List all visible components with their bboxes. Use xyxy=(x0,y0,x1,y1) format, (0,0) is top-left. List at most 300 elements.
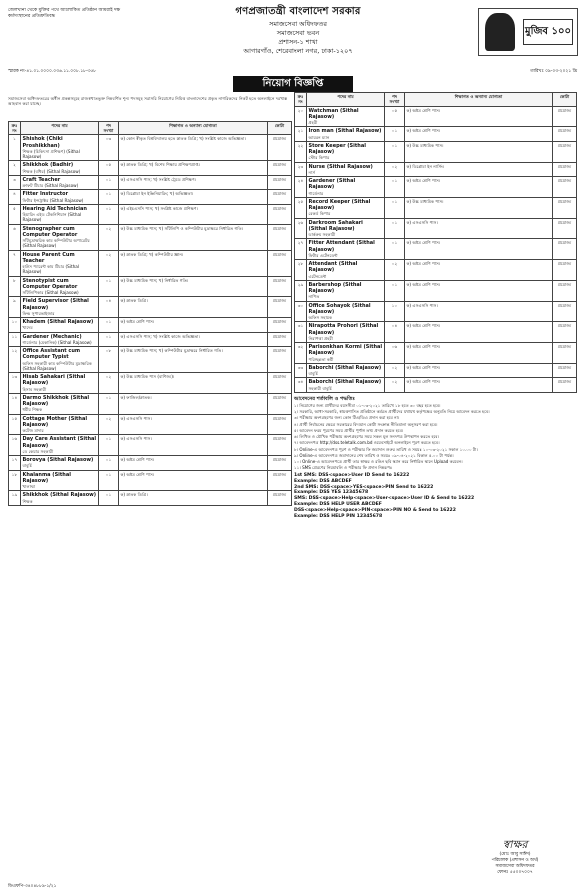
row-quota: প্রযোজ্য xyxy=(268,470,292,491)
row-qualification: ক) অষ্টম শ্রেণি পাস। xyxy=(119,318,268,333)
address-line: আগারগাঁও, শেরেবাংলা নগর, ঢাকা-১২০৭ xyxy=(243,46,353,55)
row-quota: প্রযোজ্য xyxy=(553,343,577,364)
table-row xyxy=(9,332,292,347)
row-post xyxy=(307,106,385,127)
row-quota: প্রযোজ্য xyxy=(268,276,292,297)
row-serial: ৩১ xyxy=(295,322,307,343)
table-row xyxy=(295,127,577,142)
row-serial: ২৮ xyxy=(295,260,307,281)
row-post xyxy=(21,135,99,161)
row-qualification: ক) উচ্চ মাধ্যমিক পাস। xyxy=(405,141,553,162)
table-row xyxy=(295,106,577,127)
ministry-title: সমাজসেবা অধিদফতর xyxy=(269,19,327,28)
row-count: ০১ xyxy=(99,175,119,190)
row-count: ০২ xyxy=(99,250,119,276)
row-quota: প্রযোজ্য xyxy=(268,135,292,161)
post-title: Nirapotta Prohori (Sithal Rajasow) xyxy=(308,323,379,336)
rule-item: ৫। আবেদন ফরম পূরণের সময় প্রার্থীর পূর্ণাঙ্গ তথ্য প্রদান করতে হবে। xyxy=(294,427,404,433)
post-title: Hearing Aid Technician xyxy=(22,205,87,212)
row-count: ০১ xyxy=(99,393,119,414)
table-row xyxy=(9,204,292,224)
post-title: Gardener (Sithal Rajasow) xyxy=(308,178,356,191)
row-qualification: ক) ফাজিল/স্নাতক। xyxy=(119,393,268,414)
table-row xyxy=(295,322,577,343)
row-qualification: ক) অষ্টম শ্রেণি পাস। xyxy=(119,470,268,491)
sms-line: DSS<space>Help<space>PIN<space>PIN NO & Send to 16222 xyxy=(294,508,456,514)
row-post xyxy=(21,175,99,190)
row-serial: ১১ xyxy=(9,332,21,347)
post-title: Attendant (Sithal Rajasow) xyxy=(308,261,358,274)
row-quota: প্রযোজ্য xyxy=(268,491,292,506)
post-subtitle: অফিস সহকারী কাম কম্পিউটার মুদ্রাক্ষরিক (Sithal Rajasow) xyxy=(22,360,92,371)
row-post xyxy=(21,456,99,471)
post-subtitle: নার্স xyxy=(308,169,315,175)
signatory-designation: পরিচালক (প্রশাসন ও অর্থ) xyxy=(491,857,539,863)
table-row xyxy=(9,393,292,414)
table-row xyxy=(295,162,577,177)
post-title: Barbershop (Sithal Rajasow) xyxy=(308,281,362,294)
row-serial: ২০ xyxy=(295,106,307,127)
signature-scrawl: স্বাক্ষর xyxy=(502,838,528,851)
left-column xyxy=(8,92,292,506)
row-quota: প্রযোজ্য xyxy=(553,177,577,198)
row-quota: প্রযোজ্য xyxy=(553,162,577,177)
row-qualification: ক) উচ্চ মাধ্যমিক পাস (বাণিজ্য)। xyxy=(119,373,268,394)
signatory-org: সমাজসেবা অধিদফতর xyxy=(495,863,535,869)
post-title: Khalanma (Sithal Rajasow) xyxy=(22,471,71,484)
row-serial: ২৩ xyxy=(295,162,307,177)
title-block xyxy=(158,6,438,55)
row-serial: ২৪ xyxy=(295,177,307,198)
row-count: ০২ xyxy=(99,224,119,250)
row-qualification: ক) অষ্টম শ্রেণি পাস। xyxy=(405,106,553,127)
row-post xyxy=(307,239,385,260)
row-quota: প্রযোজ্য xyxy=(268,435,292,456)
signature-block xyxy=(455,838,575,876)
post-subtitle: নিরাপত্তা প্রহরী xyxy=(308,335,333,341)
rule-item: ৩। পরীক্ষায় অংশগ্রহণের জন্য কোন টিএ/ডিএ প্রদান করা হবে না। xyxy=(294,415,400,421)
building-title: সমাজসেবা ভবন xyxy=(276,28,320,37)
row-serial: ২৬ xyxy=(295,218,307,239)
post-title: Darmo Shikkhok (Sithal Rajasow) xyxy=(22,394,90,408)
rules-title: আবেদনের শর্তাবলি ও পদ্ধতিঃ xyxy=(294,395,355,402)
row-qualification: ক) অষ্টম শ্রেণি পাস। xyxy=(405,343,553,364)
row-post xyxy=(21,276,99,297)
post-subtitle: আয়রন ম্যান xyxy=(308,134,330,140)
row-serial: ৩৩ xyxy=(295,363,307,378)
row-count: ০১ xyxy=(99,456,119,471)
row-count: ০১ xyxy=(385,177,405,198)
header-quota: কোটা xyxy=(268,121,292,135)
row-qualification: ক) এসএসসি পাস। xyxy=(405,218,553,239)
row-qualification: ক) এইচএসসি পাস; খ) সংশ্লিষ্ট কাজে প্রশিক্ষণ। xyxy=(119,204,268,224)
portrait-image xyxy=(485,13,515,51)
post-title: Shikkhok (Badhir) xyxy=(22,162,74,169)
row-count: ০৫ xyxy=(99,161,119,176)
row-quota: প্রযোজ্য xyxy=(268,204,292,224)
right-column xyxy=(294,92,577,520)
row-post xyxy=(307,378,385,393)
signatory-phone: ফোনঃ ৫৫০০৭০০৭ xyxy=(497,869,533,875)
row-quota: প্রযোজ্য xyxy=(268,161,292,176)
row-quota: প্রযোজ্য xyxy=(268,190,292,205)
signatory-name: (মোঃ আবু সাঈদ) xyxy=(499,852,531,857)
row-post xyxy=(21,318,99,333)
post-title: Khadem (Sithal Rajasow) xyxy=(22,319,94,326)
rule-item: ১০। Online-এ আবেদনপত্রে প্রার্থী তার স্বাক্ষর ও রঙিন ছবি স্ক্যান করে নির্ধারিত স্থানে Upload করবেন। xyxy=(294,459,463,465)
row-count: ০১ xyxy=(385,280,405,301)
table-row xyxy=(9,414,292,435)
row-count: ০১ xyxy=(99,276,119,297)
post-subtitle: শিক্ষক (বধির) (Sithal Rajasow) xyxy=(22,168,81,174)
post-title: Office Sohayok (Sithal Rajasow) xyxy=(308,302,371,315)
posts-table-right-body xyxy=(295,106,577,392)
row-serial: ৪ xyxy=(9,190,21,205)
row-quota: প্রযোজ্য xyxy=(268,414,292,435)
row-post xyxy=(21,347,99,373)
header-post: পদের নাম xyxy=(307,93,385,107)
post-subtitle: রেকর্ড কিপার xyxy=(308,211,331,217)
row-quota: প্রযোজ্য xyxy=(553,322,577,343)
table-row xyxy=(9,435,292,456)
branch-title: প্রশাসন-১ শাখা xyxy=(278,37,318,46)
table-row xyxy=(9,470,292,491)
post-subtitle: বাবুর্চি xyxy=(22,463,32,469)
row-post xyxy=(21,332,99,347)
row-qualification: ক) এসএসসি পাস। xyxy=(119,414,268,435)
row-qualification: ক) অষ্টম শ্রেণি পাস। xyxy=(405,260,553,281)
row-post xyxy=(307,343,385,364)
sms-line: Example: DSS HELP PIN 12345678 xyxy=(294,514,383,520)
row-qualification: ক) অষ্টম শ্রেণি পাস। xyxy=(405,177,553,198)
row-count: ০১ xyxy=(385,141,405,162)
rule-item: ৬। লিখিত ও মৌখিক পরীক্ষায় অংশগ্রহণের সময় সকল মূল সনদপত্র উপস্থাপন করতে হবে। xyxy=(294,434,440,440)
row-serial: ৬ xyxy=(9,224,21,250)
sms-line: Example: DSS HELP USER ABCDEF xyxy=(294,502,382,508)
row-count: ০২ xyxy=(99,373,119,394)
memo-number: স্মারক নং-৪১.০১.০০০০.০৩৬.১১.০০৮.১৮-৩৫৮ xyxy=(8,69,97,74)
row-serial: ১ xyxy=(9,135,21,161)
post-subtitle: ফিটার ইন্সট্রাক্টর (Sithal Rajasow) xyxy=(22,197,84,203)
row-count: ০২ xyxy=(385,363,405,378)
rule-item: ১১। SMS প্রেরণের নিয়মাবলি ও পরীক্ষার ফি প্রদান নিম্নরূপঃ xyxy=(294,465,393,471)
sms-line: Example: DSS ABCDEF xyxy=(294,478,352,484)
row-qualification: ক) উচ্চ মাধ্যমিক পাস; খ) নির্ধারিত গতি। xyxy=(119,276,268,297)
row-post xyxy=(21,250,99,276)
post-title: Shikkhok (Sithal Rajasow) xyxy=(22,492,97,499)
table-header-row xyxy=(295,93,577,107)
sms-line: 1st SMS: DSS<space>User ID Send to 16222 xyxy=(294,472,410,478)
row-qualification: ক) অষ্টম শ্রেণি পাস। xyxy=(405,127,553,142)
row-post xyxy=(307,363,385,378)
post-title: Stenotypist cum Computer Operator xyxy=(22,277,78,290)
row-count: ০১ xyxy=(99,190,119,205)
header-post: পদের নাম xyxy=(21,121,99,135)
row-post xyxy=(307,177,385,198)
mujib-100-logo xyxy=(478,8,578,56)
row-serial: ১৮ xyxy=(9,470,21,491)
table-row xyxy=(295,218,577,239)
post-title: Borovya (Sithal Rajasow) xyxy=(22,457,94,464)
row-serial: ২৯ xyxy=(295,280,307,301)
post-subtitle: অফিস সহায়ক xyxy=(308,315,333,320)
row-qualification: ক) অষ্টম শ্রেণি পাস। xyxy=(119,456,268,471)
row-serial: ১৭ xyxy=(9,456,21,471)
row-post xyxy=(307,301,385,322)
row-count: ০৮ xyxy=(99,347,119,373)
row-post xyxy=(21,161,99,176)
row-count: ০৪ xyxy=(385,322,405,343)
post-title: Cottage Mother (Sithal Rajasow) xyxy=(22,415,88,428)
row-count: ০১ xyxy=(385,197,405,218)
row-post xyxy=(307,260,385,281)
row-qualification: ক) অষ্টম শ্রেণি পাস। xyxy=(405,239,553,260)
post-subtitle: ফিটার এটেনডেন্ট xyxy=(308,252,338,258)
row-qualification: ক) অষ্টম শ্রেণি পাস। xyxy=(405,378,553,393)
row-post xyxy=(307,218,385,239)
table-row xyxy=(9,276,292,297)
row-serial: ৩২ xyxy=(295,343,307,364)
row-serial: ১২ xyxy=(9,347,21,373)
post-title: Field Supervisor (Sithal Rajasow) xyxy=(22,298,89,311)
table-row xyxy=(295,378,577,393)
post-subtitle: খাদেম xyxy=(22,325,33,331)
post-title: Store Keeper (Sithal Rajasow) xyxy=(308,142,366,155)
row-serial: ১৪ xyxy=(9,393,21,414)
row-count: ০২ xyxy=(99,414,119,435)
post-title: House Parent Cum Teacher xyxy=(22,251,75,264)
row-count: ০১ xyxy=(99,318,119,333)
header-count: পদ সংখ্যা xyxy=(385,93,405,107)
row-serial: ১০ xyxy=(9,318,21,333)
row-quota: প্রযোজ্য xyxy=(268,373,292,394)
post-subtitle: সহকারী বাবুর্চি xyxy=(308,385,332,391)
row-quota: প্রযোজ্য xyxy=(553,301,577,322)
row-qualification: ক) কোন স্বীকৃত বিশ্ববিদ্যালয় হতে স্নাতক ডিগ্রি; খ) সংশ্লিষ্ট কাজে অভিজ্ঞতা। xyxy=(119,135,268,161)
row-count: ১০ xyxy=(385,301,405,322)
row-serial: ১৫ xyxy=(9,414,21,435)
table-row xyxy=(9,190,292,205)
post-subtitle: ডে কেয়ার সহকারী xyxy=(22,448,54,454)
row-count: ০৬ xyxy=(385,343,405,364)
row-post xyxy=(307,141,385,162)
row-quota: প্রযোজ্য xyxy=(553,197,577,218)
rules-list xyxy=(294,403,577,471)
post-title: Shishok (Chiki Proshikkhan) xyxy=(22,136,63,149)
rule-item: ৮। Online-এ আবেদনপত্র পূরণ ও পরীক্ষার ফি জমাদান শুরুর তারিখ ও সময়ঃ ১০-০৩-২০২১ সকাল ১০.০০ টা। xyxy=(294,446,478,452)
row-post xyxy=(307,322,385,343)
row-post xyxy=(21,204,99,224)
row-serial: ৫ xyxy=(9,204,21,224)
row-post xyxy=(307,280,385,301)
post-title: Baborchi (Sithal Rajasow) xyxy=(308,379,382,386)
table-row xyxy=(295,260,577,281)
table-row xyxy=(9,224,292,250)
table-row xyxy=(9,318,292,333)
table-row xyxy=(295,239,577,260)
row-qualification: ক) এসএসসি পাস। xyxy=(405,301,553,322)
row-serial: ৭ xyxy=(9,250,21,276)
header-sl: ক্রঃ নং xyxy=(9,121,21,135)
table-row xyxy=(295,363,577,378)
rule-item: ৪। প্রার্থী নির্বাচনের ক্ষেত্রে সরকারের বিদ্যমান কোটা সংক্রান্ত নীতিমালা অনুসরণ করা হবে। xyxy=(294,421,438,427)
row-qualification: ক) উচ্চ মাধ্যমিক পাস; খ) সাঁটলিপি ও কম্পিউটার মুদ্রাক্ষরে নির্ধারিত গতি। xyxy=(119,224,268,250)
dfp-number: ডিএফপি-৩৪০৪৮৮৯-১/২১ xyxy=(8,884,57,889)
row-count: ০১ xyxy=(385,218,405,239)
post-title: Nurse (Sithal Rajasow) xyxy=(308,163,373,170)
row-count: ০১ xyxy=(99,332,119,347)
row-post xyxy=(21,297,99,318)
table-row xyxy=(9,250,292,276)
row-post xyxy=(307,197,385,218)
post-subtitle: ধর্মীয় শিক্ষক xyxy=(22,407,43,413)
row-post xyxy=(21,435,99,456)
row-count: ০১ xyxy=(385,127,405,142)
row-serial: ১৬ xyxy=(9,435,21,456)
header-qualification: শিক্ষাগত ও অন্যান্য যোগ্যতা xyxy=(119,121,268,135)
row-quota: প্রযোজ্য xyxy=(268,224,292,250)
row-serial: ২২ xyxy=(295,141,307,162)
row-qualification: ক) স্নাতক ডিগ্রি; খ) কম্পিউটার জ্ঞান। xyxy=(119,250,268,276)
row-count: ০৫ xyxy=(385,106,405,127)
row-quota: প্রযোজ্য xyxy=(268,393,292,414)
row-qualification: ক) অষ্টম শ্রেণি পাস। xyxy=(405,363,553,378)
motto-text: জেলখানা থেকে মুক্তির পথে আলোকিত প্রতিষ্ঠান আমরাই দক্ষ কর্মসংস্থানের প্রতিশ্রুতিবদ্ধ xyxy=(8,8,121,20)
row-quota: প্রযোজ্য xyxy=(553,280,577,301)
table-row xyxy=(295,197,577,218)
rule-item: ৯। Online-এ আবেদনপত্র জমাদানের শেষ তারিখ ও সময়ঃ ০৯-০৪-২০২১ বিকাল ৫.০০ টা পর্যন্ত। xyxy=(294,452,454,458)
row-post xyxy=(307,127,385,142)
post-subtitle: ফিল্ড সুপারভাইজার xyxy=(22,310,55,316)
row-qualification: ক) অষ্টম শ্রেণি পাস। xyxy=(405,322,553,343)
row-count: ০২ xyxy=(385,260,405,281)
posts-table-right xyxy=(294,92,577,393)
row-serial: ৩৪ xyxy=(295,378,307,393)
post-subtitle: স্টোর কিপার xyxy=(308,155,330,161)
row-post xyxy=(21,470,99,491)
header-sl: ক্রঃ নং xyxy=(295,93,307,107)
row-quota: প্রযোজ্য xyxy=(268,347,292,373)
post-subtitle: ক্রাফট টিচার (Sithal Rajasow) xyxy=(22,183,79,189)
row-quota: প্রযোজ্য xyxy=(553,239,577,260)
table-row xyxy=(295,141,577,162)
row-serial: ৮ xyxy=(9,276,21,297)
row-quota: প্রযোজ্য xyxy=(268,297,292,318)
row-qualification: ক) এসএসসি পাস; খ) সংশ্লিষ্ট কাজে অভিজ্ঞতা। xyxy=(119,332,268,347)
post-title: Watchman (Sithal Rajasow) xyxy=(308,107,359,120)
post-title: Gardener (Mechanic) xyxy=(22,333,82,340)
table-row xyxy=(9,135,292,161)
row-serial: ১৯ xyxy=(9,491,21,506)
row-qualification: ক) এসএসসি পাস। xyxy=(119,435,268,456)
row-qualification: ক) এসএসসি পাস; খ) সংশ্লিষ্ট ট্রেডে প্রশিক্ষণ। xyxy=(119,175,268,190)
row-post xyxy=(21,373,99,394)
post-title: Craft Teacher xyxy=(22,176,61,183)
row-serial: ৯ xyxy=(9,297,21,318)
row-quota: প্রযোজ্য xyxy=(268,250,292,276)
recruitment-banner: নিয়োগ বিজ্ঞপ্তি xyxy=(233,76,353,92)
row-count: ০৪ xyxy=(99,297,119,318)
row-serial: ৩০ xyxy=(295,301,307,322)
row-qualification: ক) স্নাতক ডিগ্রি; খ) বিশেষ শিক্ষায় প্রশিক্ষণপ্রাপ্ত। xyxy=(119,161,268,176)
sms-line: Example: DSS YES 12345678 xyxy=(294,490,369,496)
table-row xyxy=(295,280,577,301)
row-qualification: ক) স্নাতক ডিগ্রি। xyxy=(119,297,268,318)
row-count: ০২ xyxy=(385,162,405,177)
rule-item: ১। নিয়োগের জন্য প্রার্থীদের বয়সসীমা ০১-০৩-২০২১ তারিখে ১৮ হতে ৩০ বছর হতে হবে। xyxy=(294,403,441,408)
post-title: Stenographer cum Computer Operator xyxy=(22,225,78,238)
post-subtitle: পরিচ্ছন্নতা কর্মী xyxy=(308,356,334,362)
row-count: ০১ xyxy=(99,491,119,506)
row-post xyxy=(307,162,385,177)
row-quota: প্রযোজ্য xyxy=(268,332,292,347)
post-title: Baborchi (Sithal Rajasow) xyxy=(308,364,382,371)
posts-table-left-body xyxy=(9,135,292,506)
post-title: Office Assistant cum Computer Typist xyxy=(22,348,81,361)
post-subtitle: গার্ডেনার xyxy=(308,190,324,196)
header-qualification: শিক্ষাগত ও অন্যান্য যোগ্যতা xyxy=(405,93,553,107)
row-post xyxy=(21,414,99,435)
post-subtitle: এটেনডেন্ট xyxy=(308,273,327,279)
post-subtitle: শিক্ষক (চিকিৎসা প্রশিক্ষণ) (Sithal Rajasow) xyxy=(22,148,80,160)
table-row xyxy=(9,297,292,318)
row-count: ০১ xyxy=(99,470,119,491)
header-quota: কোটা xyxy=(553,93,577,107)
row-serial: ৩ xyxy=(9,175,21,190)
row-post xyxy=(21,224,99,250)
table-row xyxy=(9,347,292,373)
memo-date: তারিখঃ ০৯-০৩-২০২১ খ্রি xyxy=(530,69,577,74)
row-qualification: ক) স্নাতক ডিগ্রি। xyxy=(119,491,268,506)
post-title: Day Care Assistant (Sithal Rajasow) xyxy=(22,436,97,449)
header-count: পদ সংখ্যা xyxy=(99,121,119,135)
post-subtitle: হিসাব সহকারী xyxy=(22,386,47,392)
post-title: Iron man (Sithal Rajasow) xyxy=(308,128,382,135)
table-row xyxy=(295,301,577,322)
sms-instructions xyxy=(294,473,577,521)
row-quota: প্রযোজ্য xyxy=(268,318,292,333)
circular-header xyxy=(8,6,577,92)
row-serial: ২ xyxy=(9,161,21,176)
row-quota: প্রযোজ্য xyxy=(553,106,577,127)
post-subtitle: সাঁটমুদ্রাক্ষরিক কাম কম্পিউটার অপারেটর (Sithal Rajasow) xyxy=(22,238,90,249)
post-subtitle: খালাম্মা xyxy=(22,484,36,490)
post-subtitle: শিক্ষক xyxy=(22,498,33,504)
rule-item: ২। সরকারি, আধা-সরকারি, স্বায়ত্তশাসিত প্রতিষ্ঠানে কর্মরত প্রার্থীদের যথাযথ কর্তৃপক্ষের অনুমতি নিয়ে আবেদন করতে হবে। xyxy=(294,409,490,415)
posts-table-left xyxy=(8,121,292,506)
row-serial: ২৭ xyxy=(295,239,307,260)
row-quota: প্রযোজ্য xyxy=(553,260,577,281)
intro-paragraph: সমাজসেবা অধিদফতরের অধীন প্রকল্পসমূহে রাজস্বখাতভুক্ত নিম্নবর্ণিত শূন্য পদসমূহ সরাসরি নিয়োগের নিমিত্ত বাংলাদেশের প্রকৃত নাগরিকদের নিকট হতে অনলাইনে দরখাস্ত আহবান করা যাচ্ছে। xyxy=(8,96,288,107)
sms-line: 2nd SMS: DSS<space>YES<space>PIN Send to 16222 xyxy=(294,484,434,490)
table-header-row xyxy=(9,121,292,135)
table-row xyxy=(9,491,292,506)
post-subtitle: হাউস প্যারেন্ট কাম টিচার (Sithal Rajasow) xyxy=(22,264,80,275)
row-quota: প্রযোজ্য xyxy=(553,127,577,142)
post-subtitle: সাঁটলিপিকার (Sithal Rajasow) xyxy=(22,290,79,296)
row-serial: ২৫ xyxy=(295,197,307,218)
post-subtitle: ডার্করুম সহকারী xyxy=(308,232,336,237)
row-quota: প্রযোজ্য xyxy=(268,175,292,190)
row-qualification: ক) উচ্চ মাধ্যমিক পাস; খ) কম্পিউটার মুদ্রাক্ষরে নির্ধারিত গতি। xyxy=(119,347,268,373)
post-subtitle: গার্ডেনার (মেকানিক) (Sithal Rajasow) xyxy=(22,339,92,345)
logo-text: মুজিব ১০০ xyxy=(523,19,573,45)
row-quota: প্রযোজ্য xyxy=(268,456,292,471)
table-row xyxy=(9,456,292,471)
post-subtitle: কটেজ মাদার xyxy=(22,428,44,434)
post-title: Fitter Instructor xyxy=(22,191,69,198)
post-subtitle: বাবুর্চি xyxy=(308,371,318,376)
